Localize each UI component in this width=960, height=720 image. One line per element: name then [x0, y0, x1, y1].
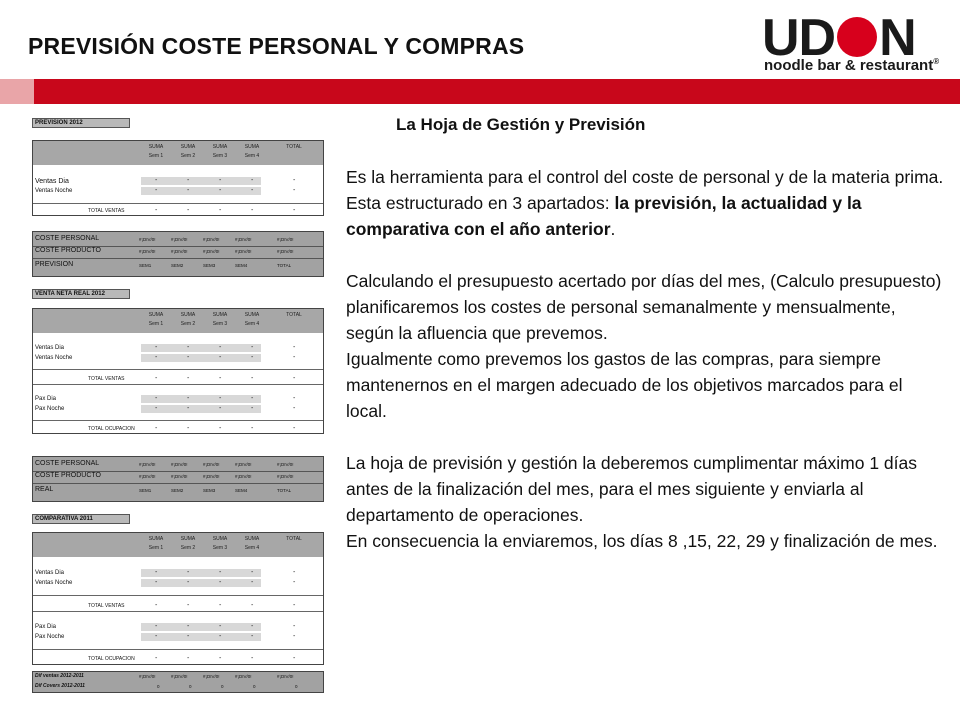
grey-band — [141, 569, 261, 577]
value-dash: - — [251, 375, 254, 382]
value-dash: - — [251, 655, 254, 662]
value-dash: - — [187, 633, 190, 640]
value-dash: - — [187, 344, 190, 351]
cost-row-value: #¡DIV/0! — [235, 474, 252, 479]
total-label: TOTAL OCUPACION — [88, 656, 135, 662]
row-label: Ventas Noche — [35, 355, 73, 361]
value-dash: - — [251, 602, 254, 609]
value-dash: - — [293, 177, 296, 184]
cost-row-label: PREVISION — [35, 261, 74, 268]
header-cell-line: Sem 2 — [180, 545, 196, 551]
grey-band — [141, 623, 261, 631]
row-label: Ventas Noche — [35, 188, 73, 194]
header-cell — [141, 144, 171, 159]
header-cell — [205, 144, 235, 159]
grey-band — [141, 187, 261, 195]
value-dash: - — [187, 655, 190, 662]
header-cell-line: SUMA — [148, 536, 164, 542]
header-cell-line: Sem 2 — [180, 321, 196, 327]
value-dash: - — [155, 177, 158, 184]
cost-row-divider — [33, 483, 323, 484]
value-dash: - — [251, 405, 254, 412]
paragraph-2-end: . — [610, 219, 616, 239]
row-label: Pax Dia — [35, 624, 57, 630]
value-dash: - — [219, 405, 222, 412]
value-dash: - — [251, 177, 254, 184]
real-cost-block — [32, 456, 324, 502]
value-dash: - — [251, 395, 254, 402]
comparativa-table — [32, 532, 324, 665]
difference-row-label: Dif ventas 2012-2011 — [35, 673, 84, 679]
value-dash: - — [219, 375, 222, 382]
value-dash: - — [187, 395, 190, 402]
header-cell — [279, 312, 309, 318]
table-header — [33, 533, 323, 557]
value-dash: - — [187, 207, 190, 214]
header-cell-line: Sem 1 — [148, 321, 164, 327]
difference-row-label: Dif Covers 2012-2011 — [35, 683, 85, 689]
cost-row-label: COSTE PRODUCTO — [35, 472, 101, 479]
value-dash: - — [293, 569, 296, 576]
total-label: TOTAL VENTAS — [88, 208, 125, 214]
header-cell — [173, 144, 203, 159]
paragraph-2-bold: la previsión, la actualidad y la comparativa con el año anterior — [346, 193, 862, 239]
value-dash: - — [155, 395, 158, 402]
header-cell-line: Sem 1 — [148, 153, 164, 159]
difference-row-value: #¡DIV/0! — [139, 674, 156, 679]
difference-row-value: 0 — [253, 684, 256, 689]
value-dash: - — [155, 579, 158, 586]
grey-band — [141, 579, 261, 587]
udon-logo — [760, 10, 945, 78]
grey-band — [141, 633, 261, 641]
paragraph-2 — [346, 190, 946, 242]
row-divider — [33, 649, 323, 650]
difference-row-value: #¡DIV/0! — [277, 674, 294, 679]
logo-text-n: N — [879, 9, 916, 67]
spreadsheet-thumbnail — [32, 118, 324, 693]
value-dash: - — [219, 579, 222, 586]
row-label: Ventas Noche — [35, 580, 73, 586]
value-dash: - — [155, 375, 158, 382]
cost-row-value: #¡DIV/0! — [235, 237, 252, 242]
cost-row-value: #¡DIV/0! — [235, 249, 252, 254]
cost-row-value: #¡DIV/0! — [171, 462, 188, 467]
row-label: Pax Noche — [35, 634, 65, 640]
header-cell-line: SUMA — [244, 536, 260, 542]
header-cell-line: TOTAL — [286, 144, 302, 150]
header-cell — [205, 536, 235, 551]
cost-row-value: SEM3 — [203, 263, 216, 268]
cost-row-label: COSTE PERSONAL — [35, 460, 100, 467]
value-dash: - — [293, 375, 296, 382]
header-cell-line: Sem 3 — [212, 321, 228, 327]
row-label: Pax Noche — [35, 406, 65, 412]
cost-row-value: TOTAL — [277, 488, 292, 493]
accent-bar-left-segment — [0, 79, 34, 104]
cost-row-divider — [33, 258, 323, 259]
row-label: Pax Dia — [35, 396, 57, 402]
header-cell — [205, 312, 235, 327]
section-label-real: VENTA NETA REAL 2012 — [32, 289, 130, 299]
value-dash: - — [219, 344, 222, 351]
value-dash: - — [187, 375, 190, 382]
value-dash: - — [219, 633, 222, 640]
header-cell — [237, 144, 267, 159]
row-label: Ventas Dia — [35, 345, 65, 351]
value-dash: - — [293, 187, 296, 194]
value-dash: - — [187, 354, 190, 361]
cost-row-value: #¡DIV/0! — [203, 237, 220, 242]
value-dash: - — [293, 354, 296, 361]
value-dash: - — [187, 579, 190, 586]
header-cell — [279, 536, 309, 542]
value-dash: - — [187, 187, 190, 194]
difference-row-value: 0 — [295, 684, 298, 689]
difference-row-value: #¡DIV/0! — [171, 674, 188, 679]
cost-row-value: SEM4 — [235, 488, 248, 493]
content-heading: La Hoja de Gestión y Previsión — [396, 115, 646, 134]
value-dash: - — [293, 425, 296, 432]
row-divider — [33, 595, 323, 596]
value-dash: - — [293, 633, 296, 640]
paragraph-4: Igualmente como prevemos los gastos de las compras, para siempre mantenernos en el margen adecuado de los objetivos marcados para el local. — [346, 349, 903, 421]
value-dash: - — [155, 569, 158, 576]
header-cell-line: SUMA — [148, 312, 164, 318]
value-dash: - — [251, 425, 254, 432]
header-cell-line: Sem 3 — [212, 153, 228, 159]
difference-block — [32, 671, 324, 693]
header-cell-line: SUMA — [244, 144, 260, 150]
cost-row-value: #¡DIV/0! — [139, 474, 156, 479]
header-cell-line: SUMA — [244, 312, 260, 318]
paragraph-3: Calculando el presupuesto acertado por días del mes, (Calculo presupuesto) planificaremos los costes de personal semanalmente y mensualmente, según la afluencia que prevemos. — [346, 271, 942, 343]
value-dash: - — [155, 602, 158, 609]
value-dash: - — [219, 395, 222, 402]
value-dash: - — [251, 579, 254, 586]
real-table — [32, 308, 324, 434]
cost-row-value: SEM4 — [235, 263, 248, 268]
value-dash: - — [293, 395, 296, 402]
row-divider — [33, 369, 323, 370]
cost-row-label: COSTE PRODUCTO — [35, 247, 101, 254]
paragraph-1: Es la herramienta para el control del coste de personal y de la materia prima. — [346, 167, 944, 187]
value-dash: - — [155, 344, 158, 351]
value-dash: - — [155, 405, 158, 412]
cost-row-value: SEM2 — [171, 263, 184, 268]
value-dash: - — [251, 187, 254, 194]
cost-row-value: #¡DIV/0! — [203, 249, 220, 254]
header-cell-line: TOTAL — [286, 536, 302, 542]
page-title: PREVISIÓN COSTE PERSONAL Y COMPRAS — [28, 33, 525, 59]
table-header — [33, 309, 323, 333]
difference-row-value: #¡DIV/0! — [203, 674, 220, 679]
value-dash: - — [219, 177, 222, 184]
value-dash: - — [293, 602, 296, 609]
cost-row-value: #¡DIV/0! — [203, 474, 220, 479]
paragraph-2-start: Esta estructurado en 3 apartados: — [346, 193, 615, 213]
header-cell-line: SUMA — [212, 312, 228, 318]
value-dash: - — [219, 207, 222, 214]
header-cell-line: SUMA — [212, 144, 228, 150]
row-label: Ventas Dia — [35, 570, 65, 576]
header-cell-line: Sem 4 — [244, 153, 260, 159]
header-cell-line: TOTAL — [286, 312, 302, 318]
value-dash: - — [251, 569, 254, 576]
logo-registered-mark: ® — [933, 57, 940, 66]
header-cell — [141, 536, 171, 551]
value-dash: - — [155, 623, 158, 630]
cost-row-value: #¡DIV/0! — [277, 462, 294, 467]
value-dash: - — [187, 177, 190, 184]
value-dash: - — [219, 623, 222, 630]
red-accent-bar — [0, 79, 960, 104]
section-label-prevision: PREVISION 2012 — [32, 118, 130, 128]
logo-tagline-text: noodle bar & restaurant — [764, 57, 934, 74]
cost-row-label: REAL — [35, 486, 54, 493]
logo-red-dot-icon — [837, 17, 877, 57]
header-cell — [237, 312, 267, 327]
difference-row-value: 0 — [157, 684, 160, 689]
value-dash: - — [293, 344, 296, 351]
header-cell-line: SUMA — [180, 536, 196, 542]
value-dash: - — [293, 207, 296, 214]
total-label: TOTAL VENTAS — [88, 603, 125, 609]
row-divider — [33, 384, 323, 385]
header-cell — [141, 312, 171, 327]
value-dash: - — [219, 569, 222, 576]
cost-row-value: SEM1 — [139, 263, 152, 268]
value-dash: - — [155, 425, 158, 432]
cost-row-value: #¡DIV/0! — [277, 237, 294, 242]
content-text — [346, 112, 946, 554]
cost-row-value: SEM1 — [139, 488, 152, 493]
value-dash: - — [293, 579, 296, 586]
header-cell-line: Sem 3 — [212, 545, 228, 551]
grey-band — [141, 395, 261, 403]
grey-band — [141, 354, 261, 362]
difference-row-value: #¡DIV/0! — [235, 674, 252, 679]
value-dash: - — [155, 354, 158, 361]
value-dash: - — [251, 623, 254, 630]
header-cell-line: Sem 1 — [148, 545, 164, 551]
value-dash: - — [293, 623, 296, 630]
cost-row-label: COSTE PERSONAL — [35, 235, 100, 242]
value-dash: - — [219, 602, 222, 609]
cost-row-value: TOTAL — [277, 263, 292, 268]
value-dash: - — [155, 633, 158, 640]
cost-row-value: #¡DIV/0! — [139, 249, 156, 254]
value-dash: - — [155, 187, 158, 194]
difference-row-value: 0 — [221, 684, 224, 689]
cost-row-value: #¡DIV/0! — [277, 249, 294, 254]
table-header — [33, 141, 323, 165]
value-dash: - — [155, 655, 158, 662]
total-label: TOTAL VENTAS — [88, 376, 125, 382]
value-dash: - — [219, 425, 222, 432]
header-cell-line: Sem 2 — [180, 153, 196, 159]
value-dash: - — [187, 569, 190, 576]
header-cell — [237, 536, 267, 551]
cost-row-value: #¡DIV/0! — [139, 462, 156, 467]
cost-row-value: #¡DIV/0! — [171, 249, 188, 254]
cost-row-value: #¡DIV/0! — [171, 474, 188, 479]
cost-row-value: #¡DIV/0! — [139, 237, 156, 242]
value-dash: - — [219, 655, 222, 662]
grey-band — [141, 344, 261, 352]
header-cell-line: Sem 4 — [244, 545, 260, 551]
logo-tagline — [764, 57, 939, 74]
header-cell — [173, 536, 203, 551]
prevision-table — [32, 140, 324, 216]
logo-text-ud: UD — [762, 9, 836, 67]
row-divider — [33, 203, 323, 204]
header-cell-line: Sem 4 — [244, 321, 260, 327]
row-divider — [33, 611, 323, 612]
row-label: Ventas Dia — [35, 178, 69, 185]
cost-row-value: #¡DIV/0! — [171, 237, 188, 242]
grey-band — [141, 405, 261, 413]
value-dash: - — [251, 354, 254, 361]
prevision-cost-block — [32, 231, 324, 277]
value-dash: - — [251, 344, 254, 351]
header-cell-line: SUMA — [148, 144, 164, 150]
value-dash: - — [219, 354, 222, 361]
cost-row-value: SEM3 — [203, 488, 216, 493]
value-dash: - — [155, 207, 158, 214]
header-cell-line: SUMA — [180, 312, 196, 318]
cost-row-value: #¡DIV/0! — [203, 462, 220, 467]
header-cell-line: SUMA — [180, 144, 196, 150]
value-dash: - — [187, 602, 190, 609]
header-cell-line: SUMA — [212, 536, 228, 542]
paragraph-6: En consecuencia la enviaremos, los días 8 ,15, 22, 29 y finalización de mes. — [346, 531, 938, 551]
cost-row-value: #¡DIV/0! — [277, 474, 294, 479]
total-label: TOTAL OCUPACION — [88, 426, 135, 432]
value-dash: - — [187, 405, 190, 412]
value-dash: - — [251, 207, 254, 214]
header-cell — [279, 144, 309, 150]
value-dash: - — [251, 633, 254, 640]
value-dash: - — [293, 655, 296, 662]
value-dash: - — [293, 405, 296, 412]
row-divider — [33, 420, 323, 421]
value-dash: - — [219, 187, 222, 194]
value-dash: - — [187, 425, 190, 432]
value-dash: - — [187, 623, 190, 630]
grey-band — [141, 177, 261, 185]
section-label-comparativa: COMPARATIVA 2011 — [32, 514, 130, 524]
header-cell — [173, 312, 203, 327]
difference-row-value: 0 — [189, 684, 192, 689]
paragraph-5: La hoja de previsión y gestión la deberemos cumplimentar máximo 1 días antes de la finalización del mes, para el mes siguiente y enviarla al departamento de operaciones. — [346, 453, 917, 525]
cost-row-value: #¡DIV/0! — [235, 462, 252, 467]
cost-row-value: SEM2 — [171, 488, 184, 493]
